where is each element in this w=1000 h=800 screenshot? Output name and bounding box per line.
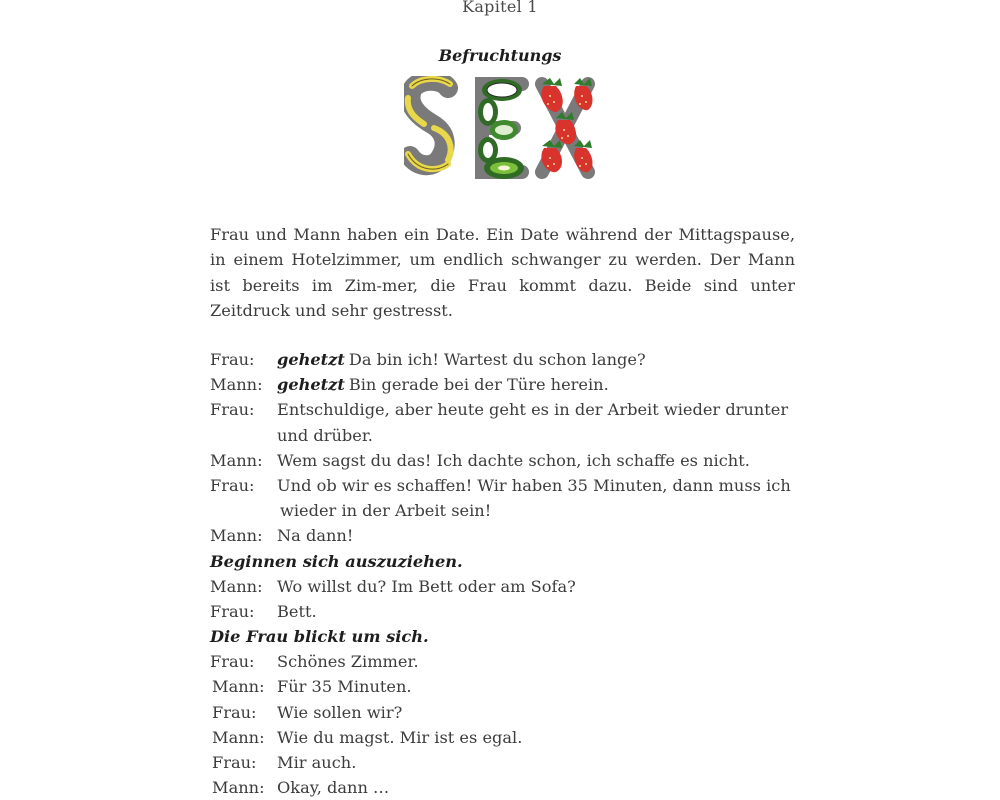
letter-x-strawberry-icon [541,78,592,172]
speaker-label: Frau: [210,400,255,420]
logo-subtitle: Befruchtungs [438,46,562,65]
dialogue-text: Wem sagst du das! Ich dachte schon, ich schaffe es nicht. [277,450,750,470]
dialogue-text: Bin gerade bei der Türe herein. [348,375,609,395]
dialogue-line [277,372,609,397]
stage-row [210,624,800,649]
dialogue-row [210,649,800,674]
speaker-label: Mann: [212,778,265,798]
dialogue-continuation: wieder in der Arbeit sein! [280,501,492,521]
chapter-heading: Kapitel 1 [462,0,538,16]
dialogue-line [277,347,646,372]
dialogue-row [210,599,800,624]
speaker-label: Mann: [210,526,263,546]
dialogue-row [210,674,800,699]
letter-s-banana-icon [408,79,451,169]
dialogue-row [210,473,800,498]
dialogue-row [210,725,800,750]
dialogue-row [210,574,800,599]
stage-direction: Die Frau blickt um sich. [210,627,429,647]
dialogue-text: Okay, dann … [277,778,390,798]
speaker-label: Mann: [210,450,263,470]
dialogue-text: Wo willst du? Im Bett oder am Sofa? [277,576,576,596]
speaker-label: Frau: [212,753,257,772]
speaker-label: Mann: [212,677,265,697]
dialogue-row [210,523,800,548]
sex-fruit-logo [404,76,598,182]
dialogue-row [210,347,800,372]
speaker-label: Frau: [210,475,255,495]
dialogue-row [210,372,800,397]
stage-direction: gehetzt [277,375,345,395]
dialogue-row [210,397,800,422]
speaker-label: Frau: [210,652,255,672]
stage-direction: gehetzt [277,350,345,369]
speaker-label: Frau: [210,601,255,621]
dialogue-row [210,448,800,473]
dialogue-text: Für 35 Minuten. [277,677,412,697]
dialogue-row [210,775,800,800]
speaker-label: Frau: [210,350,255,369]
dialogue-row [210,423,800,448]
dialogue-row [210,700,800,725]
dialogue-text: Na dann! [277,526,354,546]
stage-direction: Beginnen sich auszuziehen. [210,551,463,571]
speaker-label: Frau: [212,702,257,722]
dialogue-text: Schönes Zimmer. [277,652,419,672]
speaker-label: Mann: [210,576,263,596]
dialogue-text: Entschuldige, aber heute geht es in der Arbeit wieder drunter [277,400,789,420]
dialogue-continuation: und drüber. [277,425,373,445]
dialogue-block [210,347,800,800]
dialogue-text: Wie sollen wir? [277,702,403,722]
intro-paragraph [210,222,795,323]
dialogue-text: Bett. [277,601,317,621]
letter-e-kiwi-icon [478,79,524,179]
dialogue-text: Wie du magst. Mir ist es egal. [277,727,523,747]
dialogue-row [210,750,800,775]
speaker-label: Mann: [212,727,265,747]
dialogue-row [210,498,800,523]
dialogue-text: Und ob wir es schaffen! Wir haben 35 Minuten, dann muss ich [277,475,791,495]
intro-text: Frau und Mann haben ein Date. Ein Date während der Mittagspause, in einem Hotelzimmer, um endlich schwanger zu werden. Der Mann ist bereits im Zim-mer, die Frau kommt dazu. Beide sind unter Zeitdruck und sehr gestresst. [210,225,795,320]
dialogue-text: Mir auch. [277,753,357,772]
dialogue-text: Da bin ich! Wartest du schon lange? [348,350,646,369]
speaker-label: Mann: [210,375,263,395]
stage-row [210,549,800,574]
